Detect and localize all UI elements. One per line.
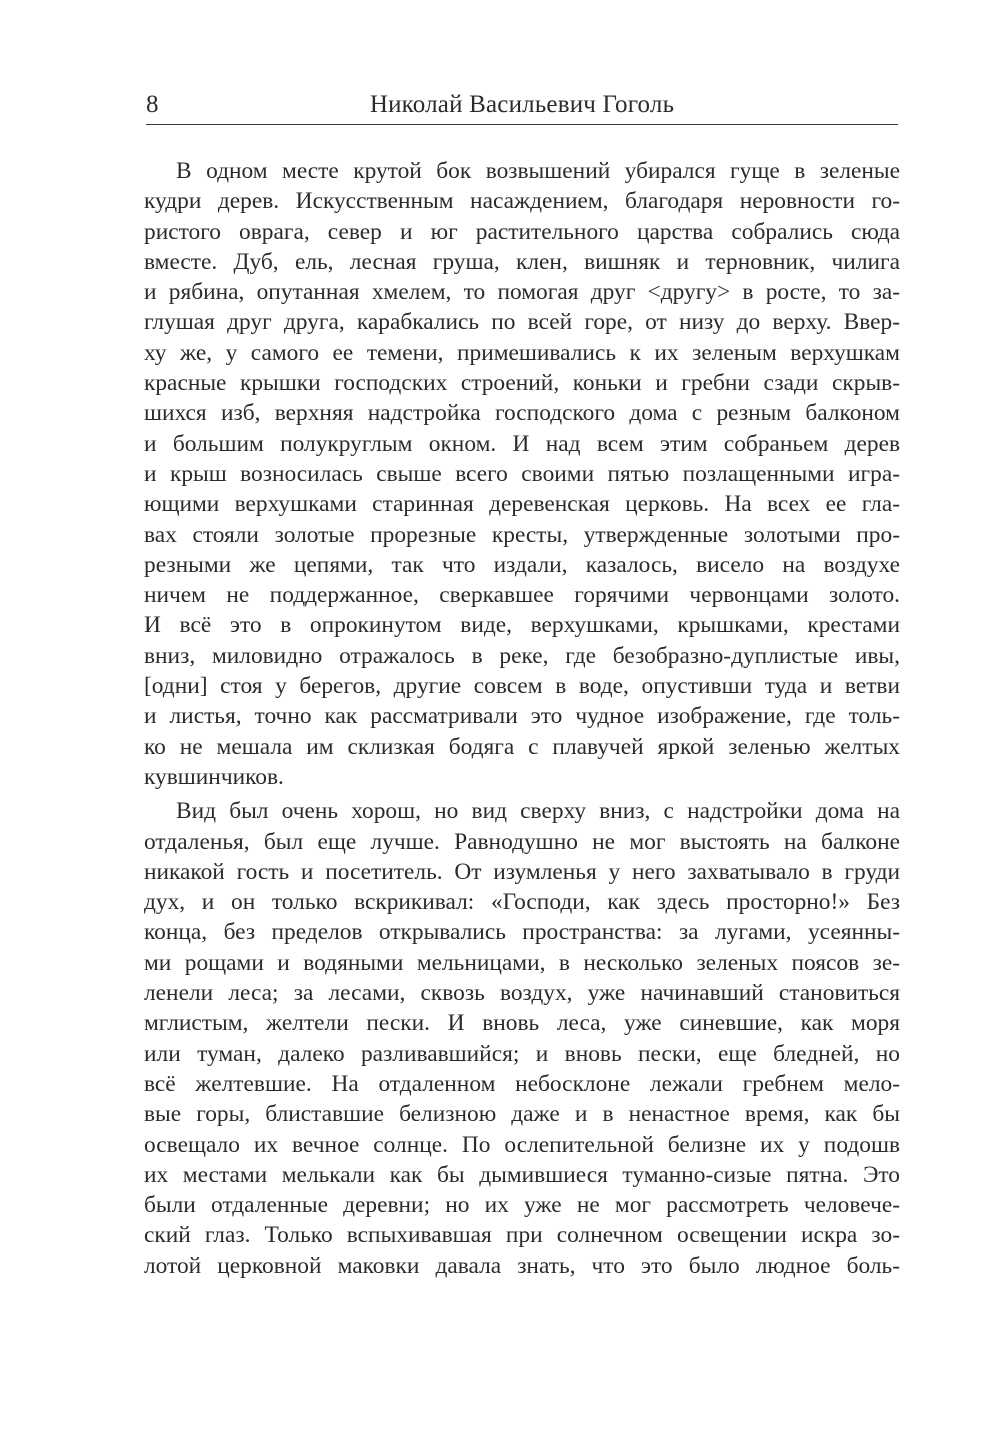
text-line: ский глаз. Только вспыхивавшая при солнечном освещении искра зо- [144, 1222, 900, 1249]
paragraph-1 [144, 156, 900, 792]
page-number: 8 [146, 91, 159, 118]
text-line: и листья, точно как рассматривали это чудное изображение, где толь- [144, 703, 900, 730]
paragraph-2 [144, 796, 900, 1281]
text-line: дух, и он только вскрикивал: «Господи, как здесь просторно!» Без [144, 889, 900, 916]
text-line: ристого оврага, север и юг растительного царства собрались сюда [144, 218, 900, 245]
running-head-author: Николай Васильевич Гоголь [369, 91, 675, 118]
text-line: вниз, миловидно отражалось в реке, где безобразно-дуплистые ивы, [144, 642, 900, 669]
text-line: или туман, далеко разливавшийся; и вновь пески, еще бледней, но [144, 1040, 900, 1067]
text-line: ющими верхушками старинная деревенская церковь. На всех ее гла- [144, 491, 900, 518]
text-line: [одни] стоя у берегов, другие совсем в воде, опустивши туда и ветви [144, 673, 900, 700]
text-line: и рябина, опутанная хмелем, то помогая друг <другу> в росте, то за- [144, 279, 900, 306]
text-line: красные крышки господских строений, коньки и гребни сзади скрыв- [144, 370, 900, 397]
text-line: лотой церковной маковки давала знать, что это было людное боль- [144, 1252, 900, 1279]
text-line: мглистым, желтели пески. И вновь леса, уже синевшие, как моря [144, 1010, 900, 1037]
text-line: всё желтевшие. На отдаленном небосклоне лежали гребнем мело- [144, 1070, 900, 1097]
text-line: вах стояли золотые прорезные кресты, утвержденные золотыми про- [144, 521, 900, 548]
text-line: и большим полукруглым окном. И над всем этим собраньем дерев [144, 430, 900, 457]
text-line: никакой гость и посетитель. От изумленья у него захватывало в груди [144, 858, 900, 885]
text-line: ми рощами и водяными мельницами, в несколько зеленых поясов зе- [144, 949, 900, 976]
text-line: ху же, у самого ее темени, примешивались к их зеленым верхушкам [144, 339, 900, 366]
text-line: кудри дерев. Искусственным насаждением, благодаря неровности го- [144, 188, 900, 215]
text-line: их местами мелькали как бы дымившиеся туманно-сизые пятна. Это [144, 1161, 900, 1188]
text-line: вместе. Дуб, ель, лесная груша, клен, вишняк и терновник, чилига [144, 248, 900, 275]
text-line: отдаленья, был еще лучше. Равнодушно не мог выстоять на балконе [144, 828, 900, 855]
text-line: В одном месте крутой бок возвышений убирался гуще в зеленые [176, 158, 900, 184]
text-line: ничем не поддержанное, сверкавшее горячими червонцами золото. [144, 582, 900, 609]
text-line: освещало их вечное солнце. По ослепительной белизне их у подошв [144, 1131, 900, 1158]
text-line: конца, без пределов открывались пространства: за лугами, усеянны- [144, 919, 900, 946]
text-line: ленели леса; за лесами, сквозь воздух, уже начинавший становиться [144, 980, 900, 1007]
text-line: глушая друг друга, карабкались по всей горе, от низу до верху. Ввер- [144, 309, 900, 336]
text-line: кувшинчиков. [144, 763, 284, 790]
text-line: ко не мешала им склизкая бодяга с плавучей яркой зеленью желтых [144, 733, 900, 760]
text-line: были отдаленные деревни; но их уже не мог рассмотреть человече- [144, 1192, 900, 1219]
text-line: и крыш возносилась свыше всего своими пятью позлащенными игра- [144, 460, 900, 487]
body-text [144, 156, 900, 1281]
text-line: резными же цепями, так что издали, казалось, висело на воздухе [144, 551, 900, 578]
text-line: вые горы, блиставшие белизною даже и в ненастное время, как бы [144, 1101, 900, 1128]
text-line: шихся изб, верхняя надстройка господского дома с резным балконом [144, 400, 900, 427]
running-head [146, 88, 898, 125]
text-line: Вид был очень хорош, но вид сверху вниз, с надстройки дома на [176, 798, 900, 825]
text-line: И всё это в опрокинутом виде, верхушками, крышками, крестами [144, 612, 900, 639]
